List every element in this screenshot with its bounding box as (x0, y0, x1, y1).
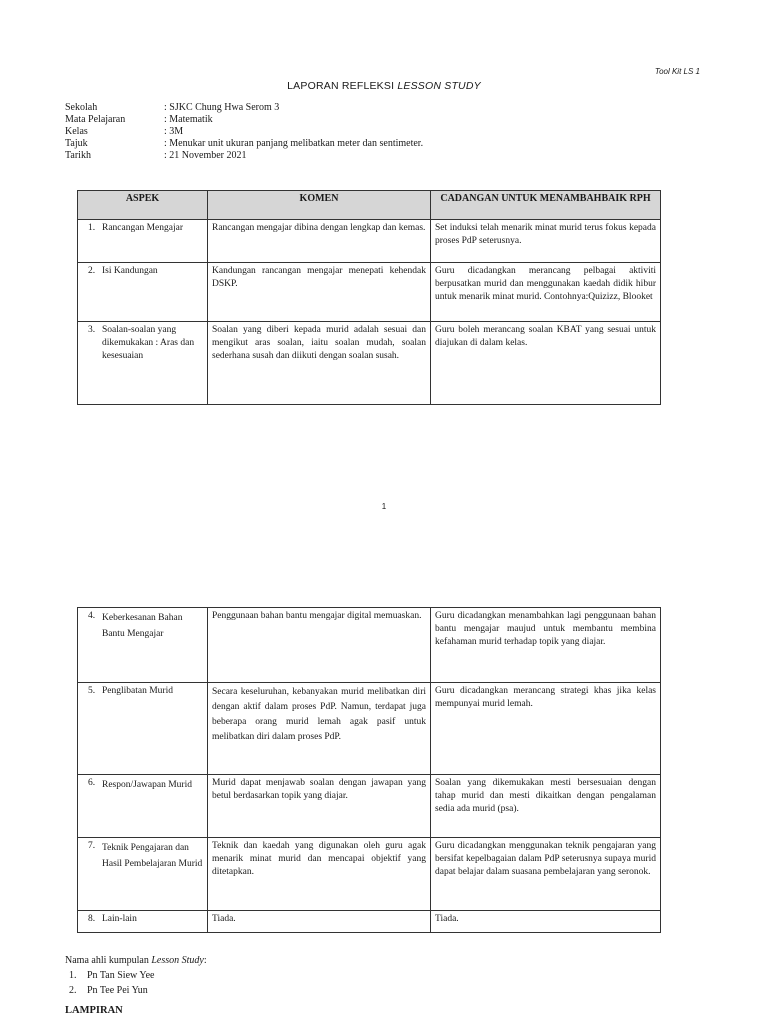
cell-cadangan: Tiada. (431, 911, 661, 933)
reflection-table-part2 (77, 607, 661, 933)
members-label-colon: : (203, 955, 207, 966)
aspek-text: Lain-lain (102, 914, 137, 924)
meta-row-kelas (65, 126, 423, 138)
cell-komen: Secara keseluruhan, kebanyakan murid melibatkan diri dengan aktif dalam proses PdP. Namun, terdapat juga beberapa orang murid lemah agak pasif untuk melibatkan diri dalam proses PdP. (208, 683, 431, 775)
row-number: 7. (88, 841, 96, 851)
meta-key: Tarikh (65, 150, 91, 161)
cell-cadangan: Guru dicadangkan menggunakan teknik pengajaran yang bersifat kepelbagaian dalam PdP seterusnya supaya murid dapat belajar dalam suasana pembelajaran yang seronok. (431, 838, 661, 911)
cell-komen: Rancangan mengajar dibina dengan lengkap dan kemas. (208, 220, 431, 263)
meta-key: Mata Pelajaran (65, 114, 126, 125)
member-number: 1. (69, 970, 77, 981)
cell-cadangan: Soalan yang dikemukakan mesti bersesuaian dengan tahap murid dan mesti dikaitkan dengan pengalaman sedia ada murid (psa). (431, 775, 661, 838)
cell-cadangan: Guru boleh merancang soalan KBAT yang sesuai untuk diajukan di dalam kelas. (431, 322, 661, 405)
row-number: 5. (88, 686, 96, 696)
table-row (78, 683, 661, 775)
cell-cadangan: Set induksi telah menarik minat murid terus fokus kepada proses PdP seterusnya. (431, 220, 661, 263)
row-number: 4. (88, 611, 96, 621)
meta-value: : 21 November 2021 (164, 150, 247, 161)
members-label-text: Nama ahli kumpulan (65, 955, 152, 966)
meta-key: Sekolah (65, 102, 98, 113)
header-cadangan: CADANGAN UNTUK MENAMBAHBAIK RPH (431, 191, 661, 220)
title-main: LAPORAN REFLEKSI (287, 80, 398, 92)
meta-block (65, 102, 423, 162)
row-number: 1. (88, 223, 96, 233)
row-number: 6. (88, 778, 96, 788)
cell-aspek (78, 608, 208, 683)
cell-cadangan: Guru dicadangkan menambahkan lagi penggunaan bahan bantu mengajar maujud untuk membantu membina kefahaman murid terhadap topik yang diajar. (431, 608, 661, 683)
cell-komen: Murid dapat menjawab soalan dengan jawapan yang betul berdasarkan topik yang diajar. (208, 775, 431, 838)
page-title (0, 80, 768, 92)
table-row (78, 322, 661, 405)
cell-cadangan: Guru dicadangkan merancang strategi khas jika kelas mempunyai murid lemah. (431, 683, 661, 775)
meta-row-tarikh (65, 150, 423, 162)
table-row (78, 220, 661, 263)
table-row (78, 911, 661, 933)
lampiran-heading: LAMPIRAN (65, 1005, 123, 1016)
reflection-table-part1 (77, 190, 661, 405)
cell-aspek (78, 683, 208, 775)
member-number: 2. (69, 985, 77, 996)
meta-row-tajuk (65, 138, 423, 150)
aspek-text: Keberkesanan Bahan Bantu Mengajar (102, 613, 183, 639)
member-name: Pn Tee Pei Yun (87, 985, 148, 996)
aspek-text: Penglibatan Murid (102, 686, 173, 696)
cell-cadangan: Guru dicadangkan merancang pelbagai aktiviti berpusatkan murid dan menggunakan kaedah didik hibur untuk menarik minat murid. Contohnya:Quizizz, Blooket (431, 263, 661, 322)
meta-value: : Matematik (164, 114, 213, 125)
header-aspek: ASPEK (78, 191, 208, 220)
cell-aspek (78, 775, 208, 838)
header-komen: KOMEN (208, 191, 431, 220)
table-row (78, 775, 661, 838)
members-label (65, 953, 207, 968)
meta-value: : SJKC Chung Hwa Serom 3 (164, 102, 280, 113)
table-row (78, 838, 661, 911)
row-number: 3. (88, 325, 96, 335)
table-row (78, 263, 661, 322)
member-name: Pn Tan Siew Yee (87, 970, 155, 981)
member-item (65, 968, 207, 983)
meta-row-sekolah (65, 102, 423, 114)
meta-key: Kelas (65, 126, 88, 137)
cell-komen: Tiada. (208, 911, 431, 933)
cell-aspek (78, 220, 208, 263)
page-number: 1 (381, 502, 387, 511)
aspek-text: Isi Kandungan (102, 266, 158, 276)
meta-row-mata-pelajaran (65, 114, 423, 126)
meta-value: : 3M (164, 126, 184, 137)
aspek-text: Rancangan Mengajar (102, 223, 183, 233)
aspek-text: Respon/Jawapan Murid (102, 780, 192, 790)
cell-komen: Penggunaan bahan bantu mengajar digital memuaskan. (208, 608, 431, 683)
cell-komen: Kandungan rancangan mengajar menepati kehendak DSKP. (208, 263, 431, 322)
cell-aspek (78, 322, 208, 405)
meta-value: : Menukar unit ukuran panjang melibatkan meter dan sentimeter. (164, 138, 424, 149)
table-row (78, 608, 661, 683)
table-header-row (78, 191, 661, 220)
group-members-block (65, 953, 207, 998)
title-italic: LESSON STUDY (397, 80, 481, 92)
members-label-italic: Lesson Study (151, 955, 204, 966)
toolkit-label: Tool Kit LS 1 (654, 67, 700, 76)
cell-aspek (78, 838, 208, 911)
row-number: 8. (88, 914, 96, 924)
row-number: 2. (88, 266, 96, 276)
meta-key: Tajuk (65, 138, 88, 149)
cell-komen: Soalan yang diberi kepada murid adalah sesuai dan mengikut aras soalan, iaitu soalan mudah, soalan sederhana susah dan diikuti dengan soalan susah. (208, 322, 431, 405)
aspek-text: Teknik Pengajaran dan Hasil Pembelajaran Murid (102, 843, 203, 869)
member-item (65, 983, 207, 998)
cell-komen: Teknik dan kaedah yang digunakan oleh guru agak menarik minat murid dan mencapai objektif yang ditetapkan. (208, 838, 431, 911)
aspek-text: Soalan-soalan yang dikemukakan : Aras dan kesesuaian (102, 325, 195, 361)
cell-aspek (78, 911, 208, 933)
cell-aspek (78, 263, 208, 322)
